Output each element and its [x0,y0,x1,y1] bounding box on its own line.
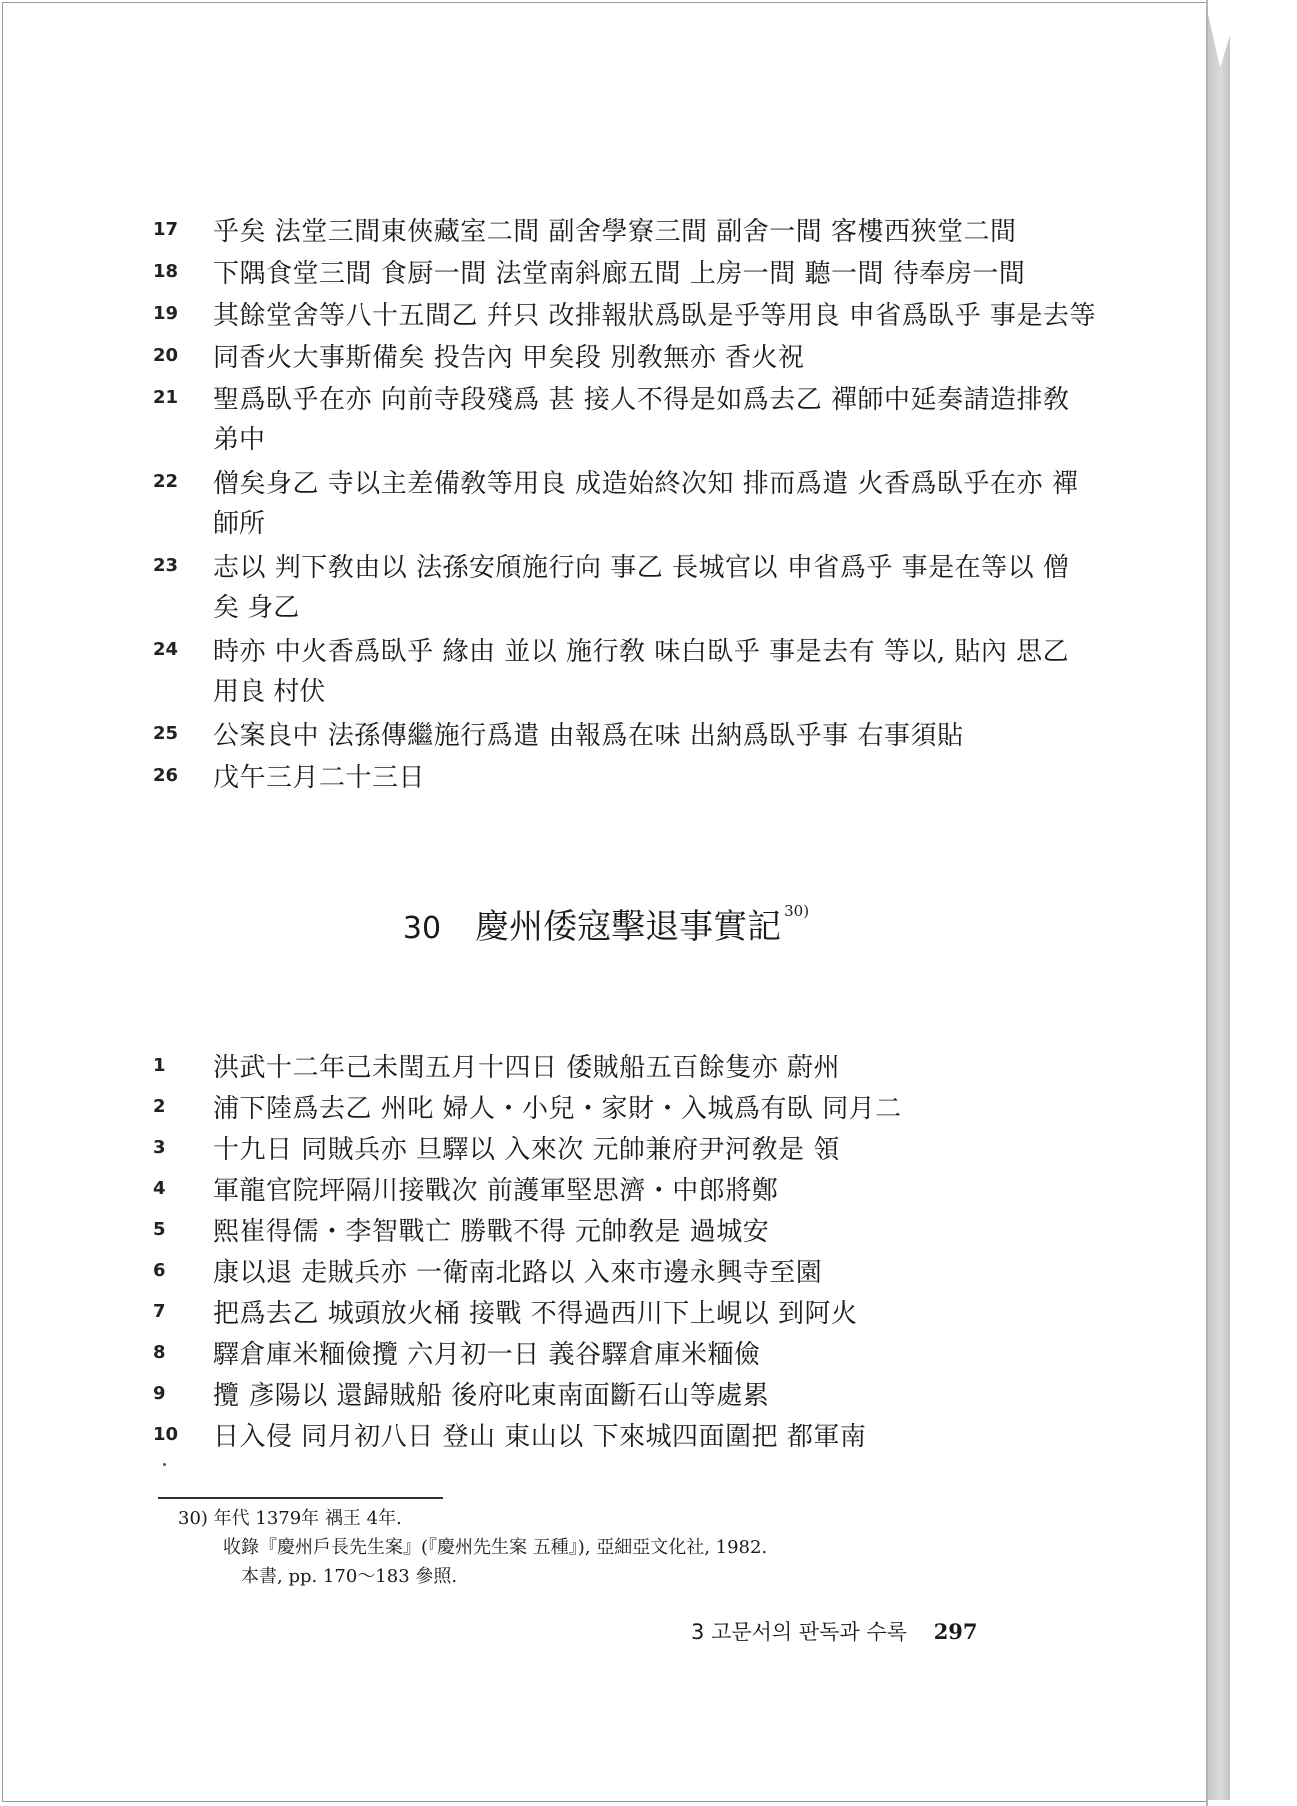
line-text: 聖爲臥乎在亦 向前寺段殘爲 甚 接人不得是如爲去乙 禪師中延奏請造排敎 [213,385,1070,415]
line-continuation: 師所 [213,509,266,539]
line-text: 軍龍官院坪隔川接戰次 前護軍堅思濟・中郎將鄭 [213,1176,779,1206]
text-line [3,629,1209,671]
line-number: 9 [153,1383,166,1404]
footnote-line: 收錄『慶州戶長先生案』(『慶州先生案 五種』), 亞細亞文化社, 1982. [223,1537,768,1558]
footnote-line: 本書, pp. 170～183 參照. [241,1566,458,1587]
footnote-ref: 30) [784,902,810,920]
line-number: 22 [153,471,179,492]
line-text: 日入侵 同月初八日 登山 東山以 下來城四面圍把 都軍南 [213,1422,867,1452]
line-number: 5 [153,1219,166,1240]
line-number: 2 [153,1096,166,1117]
text-line [3,1250,1209,1292]
line-text: 戊午三月二十三日 [213,763,426,793]
text-line [3,755,1209,797]
line-text: 熙崔得儒・李智戰亡 勝戰不得 元帥敎是 過城安 [213,1217,770,1247]
line-number: 23 [153,555,179,576]
text-line [3,209,1209,251]
line-number: 19 [153,303,179,324]
line-text: 志以 判下敎由以 法孫安頎施行向 事乙 長城官以 申省爲乎 事是在等以 僧 [213,553,1070,583]
text-line [3,293,1209,335]
page-number: 297 [933,1619,978,1644]
text-line [3,1127,1209,1169]
section-number: 30 [402,911,442,946]
text-line [3,1291,1209,1333]
text-line [3,1168,1209,1210]
text-line [3,1209,1209,1251]
text-line [3,1373,1209,1415]
line-number: 18 [153,261,179,282]
line-number: 7 [153,1301,166,1322]
line-number: 4 [153,1178,166,1199]
line-continuation: 矣 身乙 [213,593,300,623]
chapter-number: 3 [691,1620,705,1644]
line-number: 20 [153,345,179,366]
line-number: 24 [153,639,179,660]
page-border [1206,0,1208,1806]
line-continuation: 用良 村伏 [213,677,326,707]
stray-mark [163,1463,166,1466]
line-text: 康以退 走賊兵亦 一衛南北路以 入來市邊永興寺至園 [213,1258,823,1288]
line-number: 10 [153,1424,179,1445]
book-page [2,2,1208,1802]
line-text: 下隅食堂三間 食厨一間 法堂南斜廊五間 上房一間 聽一間 待奉房一間 [213,259,1026,289]
chapter-title: 고문서의 판독과 수록 [711,1620,907,1644]
text-line [3,1045,1209,1087]
line-text: 時亦 中火香爲臥乎 緣由 並以 施行敎 味白臥乎 事是去有 等以, 貼內 思乙 [213,637,1070,667]
footnote-rule [158,1497,443,1499]
line-text: 同香火大事斯備矣 投告內 甲矣段 別敎無亦 香火祝 [213,343,805,373]
line-text: 把爲去乙 城頭放火桶 接戰 不得過西川下上峴以 到阿火 [213,1299,858,1329]
line-number: 8 [153,1342,166,1363]
line-text: 乎矣 法堂三間東俠藏室二間 副舍學寮三間 副舍一間 客樓西狹堂二間 [213,217,1017,247]
footnote-line: 30) 年代 1379年 禑王 4年. [178,1508,402,1529]
line-number: 6 [153,1260,166,1281]
text-line [3,251,1209,293]
text-line [3,335,1209,377]
line-continuation: 弟中 [213,425,266,455]
text-line [3,1332,1209,1374]
line-text: 攬 彥陽以 還歸賊船 後府叱東南面斷石山等處累 [213,1381,770,1411]
line-number: 1 [153,1055,166,1076]
section-title: 慶州倭寇擊退事實記 [475,907,782,947]
text-line [3,461,1209,503]
line-text: 其餘堂舍等八十五間乙 幷只 改排報狀爲臥是乎等用良 申省爲臥乎 事是去等 [213,301,1097,331]
section-heading [3,899,1209,948]
line-text: 公案良中 法孫傳繼施行爲遣 由報爲在味 出納爲臥乎事 右事須貼 [213,721,964,751]
line-number: 26 [153,765,179,786]
text-line [3,1414,1209,1456]
line-text: 僧矣身乙 寺以主差備敎等用良 成造始終次知 排而爲遣 火香爲臥乎在亦 禪 [213,469,1079,499]
line-text: 驛倉庫米糆儉攬 六月初一日 義谷驛倉庫米糆儉 [213,1340,761,1370]
page-stack-edge [1208,14,1230,1800]
page-footer [691,1616,978,1646]
line-text: 十九日 同賊兵亦 旦驛以 入來次 元帥兼府尹河敎是 領 [213,1135,840,1165]
line-text: 洪武十二年己未閏五月十四日 倭賊船五百餘隻亦 蔚州 [213,1053,841,1083]
line-text: 浦下陸爲去乙 州叱 婦人・小兒・家財・入城爲有臥 同月二 [213,1094,902,1124]
line-number: 3 [153,1137,166,1158]
line-number: 17 [153,219,179,240]
text-line [3,713,1209,755]
line-number: 21 [153,387,179,408]
text-line [3,545,1209,587]
text-line [3,1086,1209,1128]
text-line [3,377,1209,419]
line-number: 25 [153,723,179,744]
